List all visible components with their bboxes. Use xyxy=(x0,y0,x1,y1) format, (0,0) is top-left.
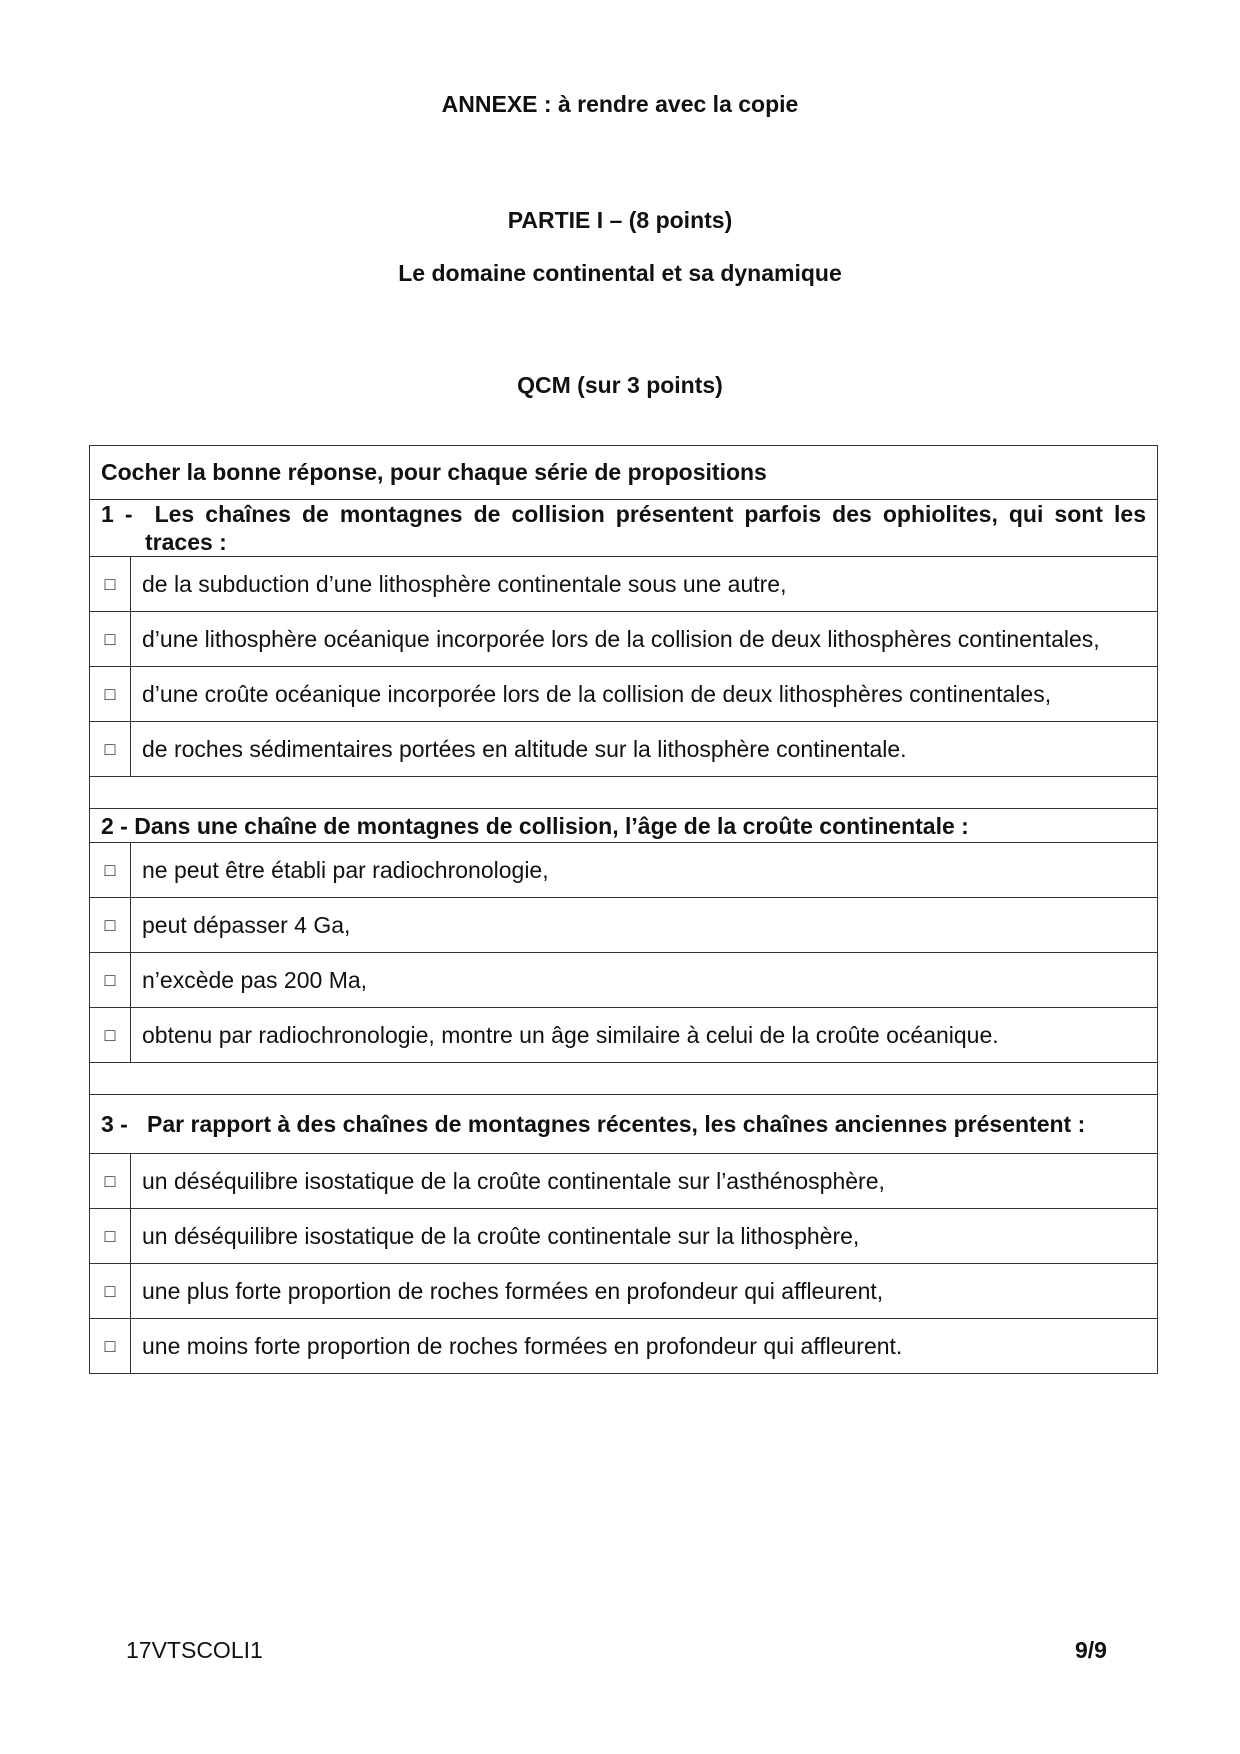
spacer-row xyxy=(90,777,1158,809)
question-1-statement: Les chaînes de montagnes de collision présentent parfois des ophiolites, qui sont les traces : xyxy=(145,501,1146,555)
domaine-heading: Le domaine continental et sa dynamique xyxy=(398,260,842,286)
document-code: 17VTSCOLI1 xyxy=(126,1637,263,1663)
q1-option-c[interactable] xyxy=(90,667,1158,722)
question-3-text xyxy=(101,1110,1146,1138)
checkbox-icon[interactable]: □ xyxy=(90,1209,131,1264)
checkbox-icon[interactable]: □ xyxy=(90,667,131,722)
checkbox-icon[interactable]: □ xyxy=(90,953,131,1008)
checkbox-icon[interactable]: □ xyxy=(90,612,131,667)
checkbox-icon[interactable]: □ xyxy=(90,557,131,612)
checkbox-icon[interactable]: □ xyxy=(90,1264,131,1319)
q1-option-a[interactable] xyxy=(90,557,1158,612)
option-text: de la subduction d’une lithosphère continentale sous une autre, xyxy=(131,557,1158,612)
q1-option-d[interactable] xyxy=(90,722,1158,777)
q1-option-b[interactable] xyxy=(90,612,1158,667)
spacer-row xyxy=(90,1063,1158,1095)
checkbox-icon[interactable]: □ xyxy=(90,1154,131,1209)
q3-option-b[interactable] xyxy=(90,1209,1158,1264)
option-text: d’une lithosphère océanique incorporée lors de la collision de deux lithosphères continentales, xyxy=(131,612,1158,667)
option-text: n’excède pas 200 Ma, xyxy=(131,953,1158,1008)
checkbox-icon[interactable]: □ xyxy=(90,1008,131,1063)
q2-option-d[interactable] xyxy=(90,1008,1158,1063)
q2-option-c[interactable] xyxy=(90,953,1158,1008)
option-text: ne peut être établi par radiochronologie, xyxy=(131,843,1158,898)
q3-option-a[interactable] xyxy=(90,1154,1158,1209)
option-text: obtenu par radiochronologie, montre un âge similaire à celui de la croûte océanique. xyxy=(131,1008,1158,1063)
checkbox-icon[interactable]: □ xyxy=(90,722,131,777)
partie-heading: PARTIE I – (8 points) xyxy=(507,207,733,233)
question-3-number: 3 - xyxy=(101,1111,128,1137)
option-text: un déséquilibre isostatique de la croûte continentale sur l’asthénosphère, xyxy=(131,1154,1158,1209)
question-1-text xyxy=(101,500,1146,556)
question-3-row xyxy=(90,1095,1158,1154)
instruction-text: Cocher la bonne réponse, pour chaque série de propositions xyxy=(90,446,1158,500)
q3-option-d[interactable] xyxy=(90,1319,1158,1374)
question-2-number: 2 - xyxy=(101,812,128,839)
question-2-row xyxy=(90,809,1158,843)
q3-option-c[interactable] xyxy=(90,1264,1158,1319)
option-text: d’une croûte océanique incorporée lors de la collision de deux lithosphères continentales, xyxy=(131,667,1158,722)
option-text: une plus forte proportion de roches formées en profondeur qui affleurent, xyxy=(131,1264,1158,1319)
option-text: peut dépasser 4 Ga, xyxy=(131,898,1158,953)
checkbox-icon[interactable]: □ xyxy=(90,843,131,898)
question-1-number: 1 - xyxy=(101,501,133,527)
checkbox-icon[interactable]: □ xyxy=(90,898,131,953)
instruction-row xyxy=(90,446,1158,500)
option-text: une moins forte proportion de roches formées en profondeur qui affleurent. xyxy=(131,1319,1158,1374)
page-number: 9/9 xyxy=(1075,1637,1107,1663)
question-2-statement: Dans une chaîne de montagnes de collision, l’âge de la croûte continentale : xyxy=(134,812,969,839)
qcm-table xyxy=(89,445,1158,1374)
question-1-row xyxy=(90,500,1158,557)
option-text: un déséquilibre isostatique de la croûte continentale sur la lithosphère, xyxy=(131,1209,1158,1264)
annexe-heading: ANNEXE : à rendre avec la copie xyxy=(441,91,799,117)
checkbox-icon[interactable]: □ xyxy=(90,1319,131,1374)
q2-option-a[interactable] xyxy=(90,843,1158,898)
q2-option-b[interactable] xyxy=(90,898,1158,953)
qcm-heading: QCM (sur 3 points) xyxy=(517,372,723,398)
question-3-statement: Par rapport à des chaînes de montagnes récentes, les chaînes anciennes présentent : xyxy=(147,1111,1086,1137)
option-text: de roches sédimentaires portées en altitude sur la lithosphère continentale. xyxy=(131,722,1158,777)
